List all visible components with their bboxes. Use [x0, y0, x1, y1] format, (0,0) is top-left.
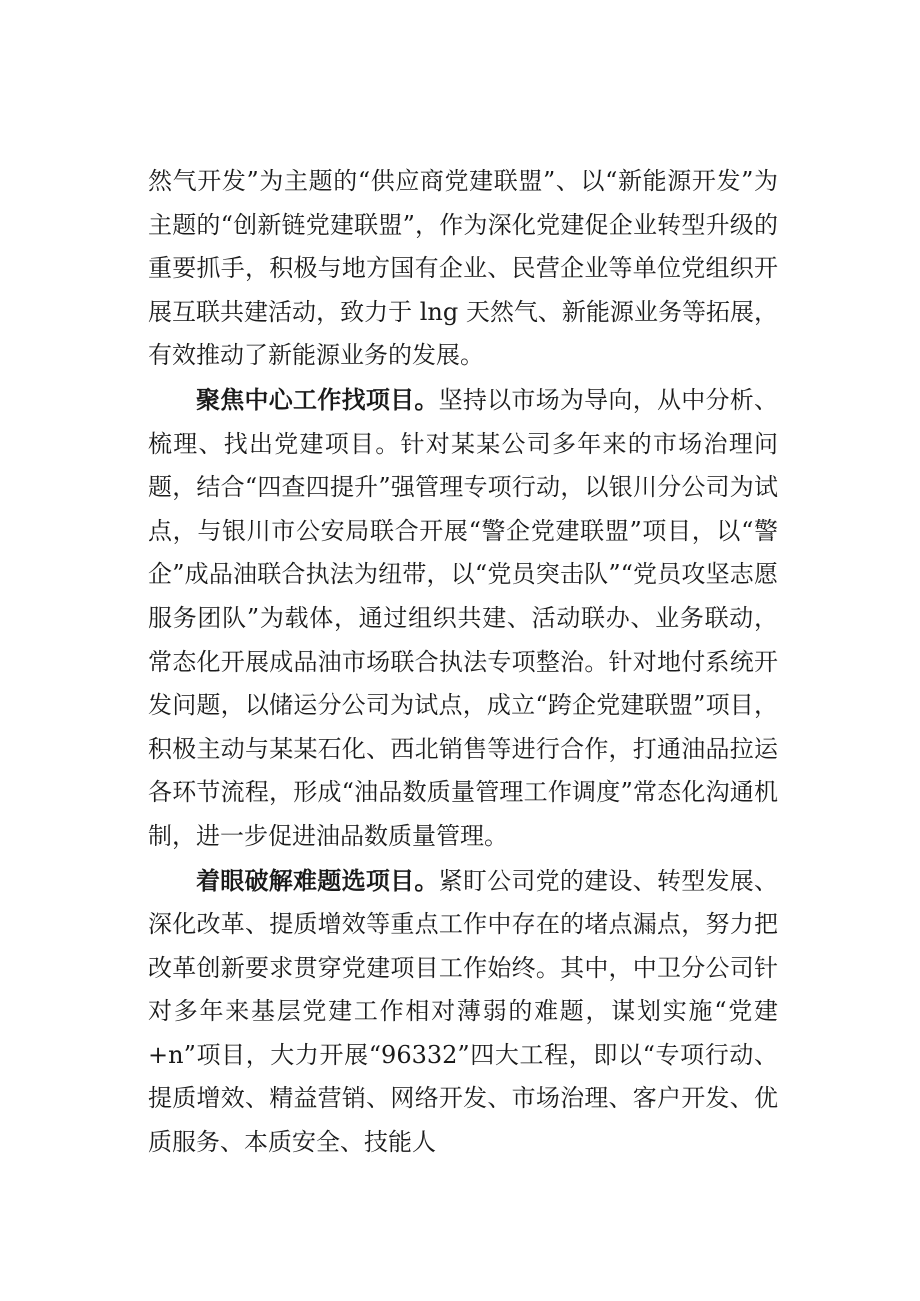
paragraph-2-text: 坚持以市场为导向，从中分析、梳理、找出党建项目。针对某某公司多年来的市场治理问题，结合“四查四提升”强管理专项行动，以银川分公司为试点，与银川市公安局联合开展“警企党建联盟”项目，以“警企”成品油联合执法为纽带，以“党员突击队”“党员攻坚志愿服务团队”为载体，通过组织共建、活动联办、业务联动，常态化开展成品油市场联合执法专项整治。针对地付系统开发问题，以储运分公司为试点，成立“跨企党建联盟”项目，积极主动与某某石化、西北销售等进行合作，打通油品拉运各环节流程，形成“油品数质量管理工作调度”常态化沟通机制，进一步促进油品数质量管理。 — [148, 385, 778, 850]
paragraph-3-heading: 着眼破解难题选项目。 — [196, 865, 439, 895]
body-text — [148, 160, 778, 1165]
paragraph-1 — [148, 160, 778, 378]
paragraph-2-heading: 聚焦中心工作找项目。 — [196, 384, 439, 414]
paragraph-2 — [148, 378, 778, 859]
paragraph-3 — [148, 859, 778, 1165]
paragraph-3-text: 紧盯公司党的建设、转型发展、深化改革、提质增效等重点工作中存在的堵点漏点，努力把改革创新要求贯穿党建项目工作始终。其中，中卫分公司针对多年来基层党建工作相对薄弱的难题，谋划实施“党建+n”项目，大力开展“96332”四大工程，即以“专项行动、提质增效、精益营销、网络开发、市场治理、客户开发、优质服务、本质安全、技能人 — [148, 866, 778, 1157]
paragraph-1-text: 然气开发”为主题的“供应商党建联盟”、以“新能源开发”为主题的“创新链党建联盟”，作为深化党建促企业转型升级的重要抓手，积极与地方国有企业、民营企业等单位党组织开展互联共建活动，致力于 lng 天然气、新能源业务等拓展，有效推动了新能源业务的发展。 — [148, 167, 778, 370]
